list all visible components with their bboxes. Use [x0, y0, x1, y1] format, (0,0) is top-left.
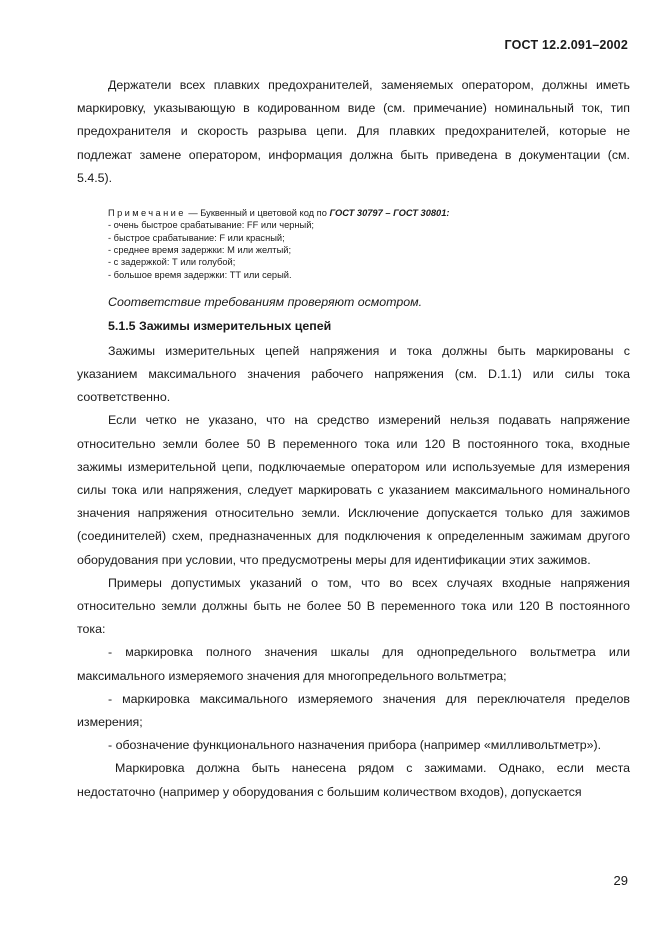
list-item-function: - обозначение функционального назначения прибора (например «милливольтметр»).	[108, 738, 602, 753]
note-block	[108, 207, 630, 281]
note-item: - большое время задержки: ТТ или серый.	[108, 269, 292, 280]
note-item: - очень быстрое срабатывание: FF или черный;	[108, 220, 315, 231]
list-item-range-switch: - маркировка максимального измеряемого значения для переключателя пределов измерения;	[77, 691, 630, 730]
section-title: 5.1.5 Зажимы измерительных цепей	[108, 318, 332, 333]
note-label: Примечание	[108, 208, 186, 219]
note-reference: ГОСТ 30797 – ГОСТ 30801:	[329, 208, 450, 219]
note-item: - с задержкой: Т или голубой;	[108, 257, 236, 268]
document-header: ГОСТ 12.2.091–2002	[504, 38, 628, 52]
note-heading	[108, 207, 630, 219]
paragraph-terminals: Зажимы измерительных цепей напряжения и тока должны быть маркированы с указанием максимального значения рабочего напряжения (см. D.1.1) или силы тока соответственно.	[77, 343, 630, 405]
note-item: - быстрое срабатывание: F или красный;	[108, 232, 285, 243]
paragraph-fuse-holders: Держатели всех плавких предохранителей, заменяемых оператором, должны иметь маркировку, указывающую в кодированном виде (см. примечание) номинальный ток, тип предохранителя и скорость разрыва цепи. Для плавких предохранителей, которые не подлежат замене оператором, информация должна быть приведена в документации (см. 5.4.5).	[77, 78, 630, 185]
page-content	[77, 74, 630, 804]
conformity-statement: Соответствие требованиям проверяют осмотром.	[108, 294, 423, 309]
paragraph-voltage-rule: Если четко не указано, что на средство измерений нельзя подавать напряжение относительно земли более 50 В переменного тока или 120 В постоянного тока, входные зажимы измерительной цепи, подключаемые оператором или используемые для измерения силы тока или напряжения, следует маркировать с указанием максимального номинального значения напряжения относительно земли. Исключение допускается только для зажимов (соединителей) схем, предназначенных для подключения к определенным зажимам другого оборудования при условии, что предусмотрены меры для идентификации этих зажимов.	[77, 413, 630, 567]
paragraph-marking-location: Маркировка должна быть нанесена рядом с зажимами. Однако, если места недостаточно (например у оборудования с большим количеством входов), допускается	[77, 761, 630, 799]
paragraph-examples-intro: Примеры допустимых указаний о том, что во всех случаях входные напряжения относительно земли должны быть не более 50 В переменного тока или 120 В постоянного тока:	[77, 575, 630, 637]
note-item: - среднее время задержки: М или желтый;	[108, 244, 292, 255]
note-lead: — Буквенный и цветовой код по	[185, 208, 330, 219]
list-item-full-scale: - маркировка полного значения шкалы для однопредельного вольтметра или максимального измеряемого значения для многопредельного вольтметра;	[77, 645, 630, 683]
page-number: 29	[613, 873, 628, 888]
